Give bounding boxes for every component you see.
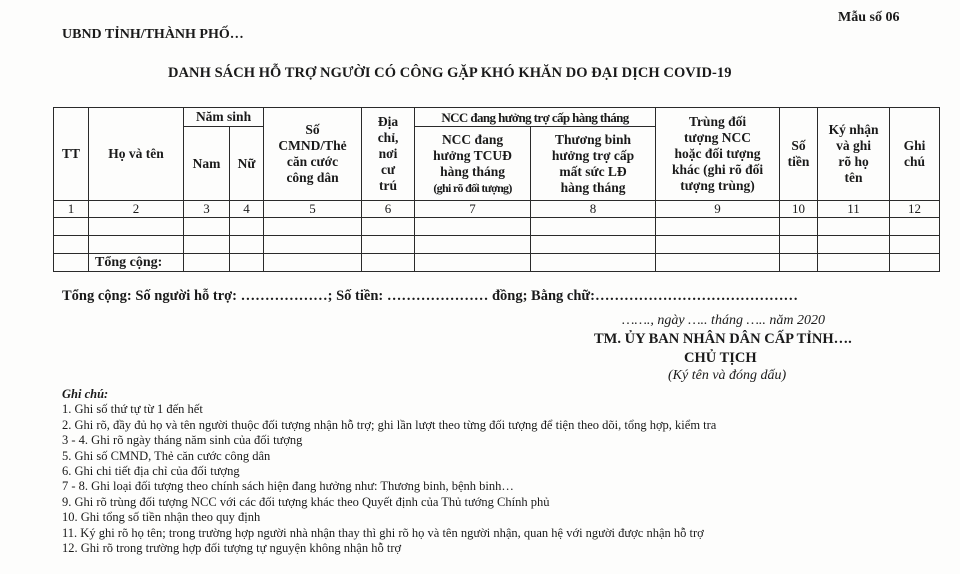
header-male: Nam (184, 127, 230, 201)
cell[interactable] (230, 236, 264, 254)
header-amount: Số tiền (780, 108, 818, 201)
col-number: 3 (184, 201, 230, 218)
cell[interactable] (54, 236, 89, 254)
header-name: Họ và tên (89, 108, 184, 201)
header-duplicate: Trùng đối tượng NCC hoặc đối tượng khác (ghi rõ đối tượng trùng) (656, 108, 780, 201)
agency-name: UBND TỈNH/THÀNH PHỐ… (62, 27, 244, 42)
cell (54, 254, 89, 272)
cell[interactable] (818, 236, 890, 254)
cell[interactable] (54, 218, 89, 236)
cell[interactable] (818, 218, 890, 236)
notes-title: Ghi chú: (62, 387, 109, 401)
form-number: Mẫu số 06 (838, 10, 900, 25)
document-title: DANH SÁCH HỖ TRỢ NGƯỜI CÓ CÔNG GẶP KHÓ KHĂN DO ĐẠI DỊCH COVID-19 (168, 65, 732, 81)
cell[interactable] (264, 254, 362, 272)
note-item: 5. Ghi số CMND, Thẻ căn cước công dân (62, 448, 271, 463)
col-number: 11 (818, 201, 890, 218)
header-address: Địa chỉ, nơi cư trú (362, 108, 415, 201)
sign-note: (Ký tên và đóng dấu) (668, 368, 787, 383)
note-item: 10. Ghi tổng số tiền nhận theo quy định (62, 510, 261, 525)
col-number: 12 (890, 201, 940, 218)
cell[interactable] (656, 218, 780, 236)
cell[interactable] (890, 218, 940, 236)
cell[interactable] (184, 218, 230, 236)
cell[interactable] (780, 218, 818, 236)
note-item: 6. Ghi chi tiết địa chỉ của đối tượng (62, 464, 240, 479)
col-number: 7 (415, 201, 531, 218)
cell[interactable] (818, 254, 890, 272)
cell[interactable] (415, 218, 531, 236)
header-ncc-group: NCC đang hưởng trợ cấp hàng tháng (415, 108, 656, 127)
cell[interactable] (362, 254, 415, 272)
cell[interactable] (531, 218, 656, 236)
cell[interactable] (415, 254, 531, 272)
cell[interactable] (656, 236, 780, 254)
table-row (54, 218, 940, 236)
chair-title: CHỦ TỊCH (684, 350, 757, 366)
cell[interactable] (531, 236, 656, 254)
cell[interactable] (890, 236, 940, 254)
cell[interactable] (230, 254, 264, 272)
header-tt: TT (54, 108, 89, 201)
col-number: 5 (264, 201, 362, 218)
header-signature: Ký nhận và ghi rõ họ tên (818, 108, 890, 201)
cell[interactable] (780, 236, 818, 254)
cell[interactable] (415, 236, 531, 254)
col-number: 6 (362, 201, 415, 218)
col-number: 8 (531, 201, 656, 218)
cell[interactable] (780, 254, 818, 272)
note-item: 9. Ghi rõ trùng đối tượng NCC với các đối tượng khác theo Quyết định của Thủ tướng Chính phủ (62, 494, 550, 509)
col-number: 2 (89, 201, 184, 218)
header-id-card: Số CMND/Thẻ căn cước công dân (264, 108, 362, 201)
cell[interactable] (184, 254, 230, 272)
cell[interactable] (264, 236, 362, 254)
table-row (54, 236, 940, 254)
col-number: 1 (54, 201, 89, 218)
col-number: 4 (230, 201, 264, 218)
col-number: 10 (780, 201, 818, 218)
col-number: 9 (656, 201, 780, 218)
header-war-invalid: Thương binh hưởng trợ cấp mất sức LĐ hàng tháng (531, 127, 656, 201)
cell[interactable] (656, 254, 780, 272)
note-item: 3 - 4. Ghi rõ ngày tháng năm sinh của đối tượng (62, 433, 303, 448)
note-item: 7 - 8. Ghi loại đối tượng theo chính sách hiện đang hưởng như: Thương binh, bệnh binh… (62, 479, 514, 494)
header-ncc-tcud: NCC đang hưởng TCUĐ hàng tháng (ghi rõ đối tượng) (415, 127, 531, 201)
column-number-row (54, 201, 940, 218)
cell[interactable] (184, 236, 230, 254)
note-item: 12. Ghi rõ trong trường hợp đối tượng tự nguyện không nhận hỗ trợ (62, 541, 402, 556)
cell[interactable] (531, 254, 656, 272)
cell[interactable] (230, 218, 264, 236)
total-label: Tổng cộng: (89, 254, 184, 272)
support-list-table (53, 107, 940, 272)
notes-section (62, 387, 716, 556)
cell[interactable] (89, 236, 184, 254)
note-item: 11. Ký ghi rõ họ tên; trong trường hợp người nhà nhận thay thì ghi rõ họ và tên người nhận, quan hệ với người được nhận hỗ trợ (62, 525, 704, 540)
cell[interactable] (264, 218, 362, 236)
cell[interactable] (890, 254, 940, 272)
cell[interactable] (89, 218, 184, 236)
header-female: Nữ (230, 127, 264, 201)
committee-name: TM. ỦY BAN NHÂN DÂN CẤP TỈNH…. (594, 331, 852, 347)
note-item: 2. Ghi rõ, đầy đủ họ và tên người thuộc đối tượng nhận hỗ trợ; ghi lần lượt theo từng đối tượng để tiện theo dõi, tổng hợp, kiểm tra (62, 417, 717, 432)
cell[interactable] (362, 236, 415, 254)
note-item: 1. Ghi số thứ tự từ 1 đến hết (62, 402, 203, 417)
totals-summary-line: Tổng cộng: Số người hỗ trợ: ………………; Số tiền: ………………… đồng; Bằng chữ:…………………………………… (62, 288, 798, 304)
header-birth-year: Năm sinh (184, 108, 264, 127)
cell[interactable] (362, 218, 415, 236)
total-row (54, 254, 940, 272)
header-note: Ghi chú (890, 108, 940, 201)
date-line: ……., ngày ….. tháng ….. năm 2020 (622, 313, 826, 328)
